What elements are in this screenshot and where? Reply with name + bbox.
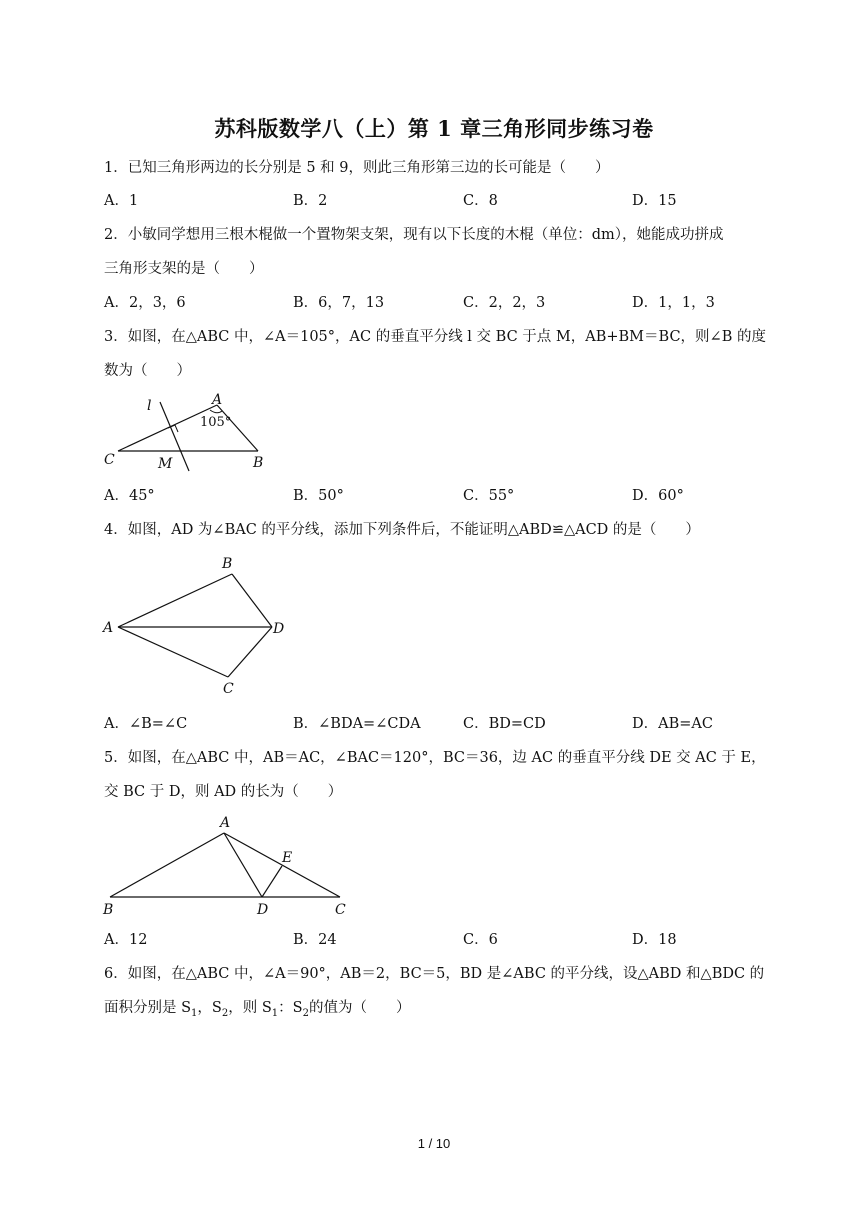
label-a: A (220, 815, 231, 831)
q4-option-c: C．BD=CD (463, 716, 546, 732)
q5-option-b: B．24 (293, 932, 337, 948)
q5-stem-line2: 交 BC 于 D，则 AD 的长为（ ） (104, 784, 343, 800)
q3-option-b: B．50° (293, 488, 344, 504)
segment-cd (228, 627, 272, 677)
label-l: l (147, 398, 152, 414)
q6-text-d: ：S (278, 1000, 303, 1016)
q2-stem-line2: 三角形支架的是（ ） (104, 261, 264, 277)
q5-option-a: A．12 (104, 932, 148, 948)
q6-text-c: ，则 S (228, 1000, 272, 1016)
q6-sub-3: 1 (271, 1007, 279, 1019)
q2-option-b: B．6，7，13 (293, 295, 385, 311)
q1-option-b: B．2 (293, 193, 328, 209)
q5-option-c: C．6 (463, 932, 498, 948)
q3-stem-line2: 数为（ ） (104, 363, 191, 379)
page-title: 苏科版数学八（上）第 1 章三角形同步练习卷 (214, 116, 654, 141)
label-b: B (222, 556, 233, 572)
q3-option-a: A．45° (104, 488, 155, 504)
q2-stem-line1: 2．小敏同学想用三根木棍做一个置物架支架，现有以下长度的木棍（单位：dm），她能成功拼成 (104, 227, 724, 243)
q3-stem-line1: 3．如图，在△ABC 中，∠A＝105°，AC 的垂直平分线 l 交 BC 于点 M，AB+BM＝BC，则∠B 的度 (104, 329, 766, 345)
segment-de (262, 866, 282, 897)
label-c: C (223, 681, 234, 697)
label-d: D (273, 621, 285, 637)
q4-option-b: B．∠BDA=∠CDA (293, 716, 421, 732)
q2-option-d: D．1，1，3 (632, 295, 715, 311)
q6-stem-line1: 6．如图，在△ABC 中，∠A＝90°，AB＝2，BC＝5，BD 是∠ABC 的平分线，设△ABD 和△BDC 的 (104, 966, 765, 982)
q5-figure (100, 810, 352, 920)
segment-bd (232, 574, 272, 627)
label-a: A (103, 620, 114, 636)
q2-option-a: A．2，3，6 (104, 295, 186, 311)
q3-option-c: C．55° (463, 488, 515, 504)
q1-option-d: D．15 (632, 193, 677, 209)
q3-figure (100, 388, 280, 476)
q3-option-d: D．60° (632, 488, 684, 504)
label-c: C (104, 452, 115, 468)
q1-option-c: C．8 (463, 193, 498, 209)
angle-arc (210, 410, 222, 413)
q1-stem: 1．已知三角形两边的长分别是 5 和 9，则此三角形第三边的长可能是（ ） (104, 160, 610, 176)
q6-sub-4: 2 (302, 1007, 309, 1019)
q6-stem-line2 (104, 998, 410, 1024)
page-number: 1 / 10 (417, 1136, 451, 1151)
q5-option-d: D．18 (632, 932, 677, 948)
label-m: M (158, 456, 173, 472)
segment-ad (224, 833, 262, 897)
q4-option-a: A．∠B=∠C (104, 716, 188, 732)
q4-figure (100, 552, 290, 697)
segment-ab (110, 833, 224, 897)
q4-option-d: D．AB=AC (632, 716, 713, 732)
label-d: D (257, 902, 269, 918)
label-angle-105: 105° (200, 415, 232, 430)
q1-option-a: A．1 (104, 193, 139, 209)
label-b: B (253, 455, 264, 471)
q6-text-a: 面积分别是 S (104, 1000, 192, 1016)
segment-ac (118, 627, 228, 677)
q6-text-b: ，S (197, 1000, 222, 1016)
q5-stem-line1: 5．如图，在△ABC 中，AB＝AC，∠BAC＝120°，BC＝36，边 AC 的垂直平分线 DE 交 AC 于 E， (104, 750, 766, 766)
segment-ab (118, 574, 232, 627)
label-b: B (103, 902, 114, 918)
q2-option-c: C．2，2，3 (463, 295, 546, 311)
label-e: E (282, 850, 293, 866)
label-a: A (212, 392, 223, 408)
label-c: C (335, 902, 346, 918)
q6-sub-2: 2 (221, 1007, 229, 1019)
q6-sub-1: 1 (191, 1007, 198, 1019)
q6-text-e: 的值为（ ） (308, 1000, 411, 1016)
q4-stem: 4．如图，AD 为∠BAC 的平分线，添加下列条件后，不能证明△ABD≌△ACD 的是（ ） (104, 522, 700, 538)
